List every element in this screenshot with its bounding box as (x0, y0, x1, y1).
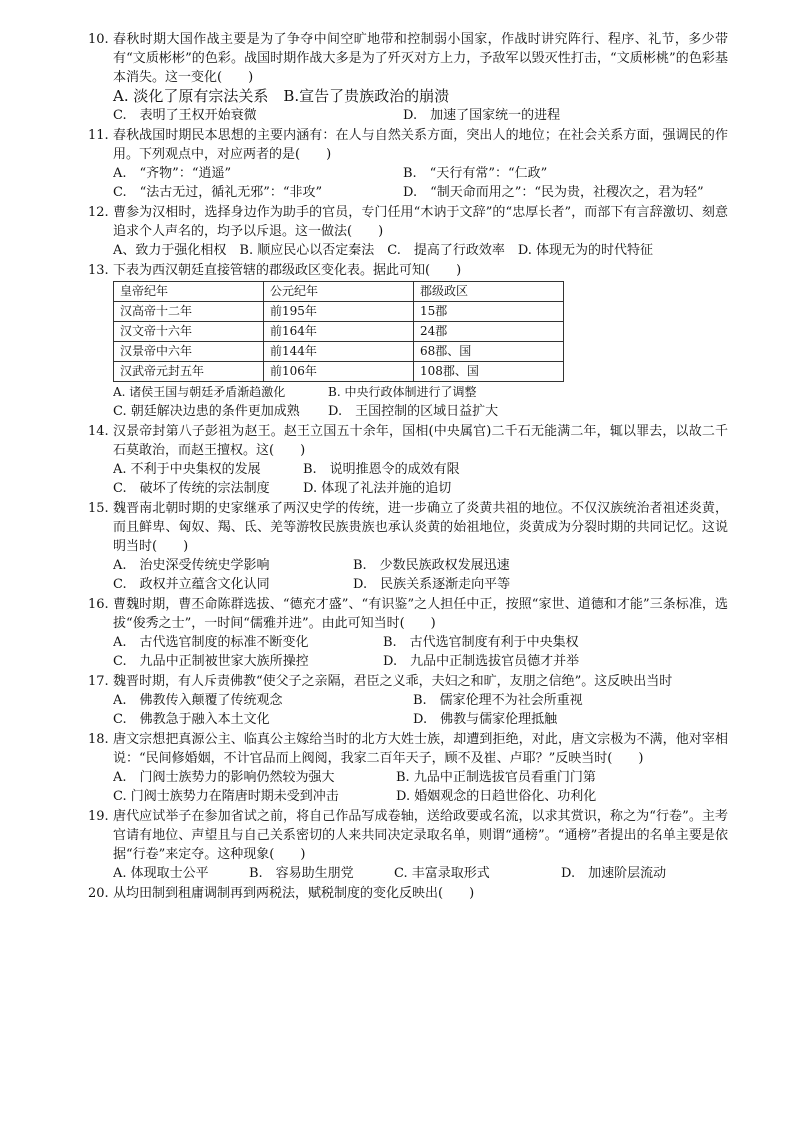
option-d: D. 王国控制的区域日益扩大 (328, 404, 499, 419)
table-cell: 15郡 (414, 302, 564, 322)
table-cell: 前195年 (264, 302, 414, 322)
table-row (114, 362, 564, 382)
question-number: 12. (88, 205, 109, 220)
option-b: B. 中央行政体制进行了调整 (328, 385, 477, 399)
option-a: A. 佛教传入颠覆了传统观念 (113, 693, 283, 708)
question-11 (88, 126, 728, 202)
table-cell: 前144年 (264, 342, 414, 362)
option-b: B. 容易助生朋党 (249, 866, 354, 881)
option-c: C. 表明了王权开始衰微 (113, 108, 257, 123)
table-header: 皇帝纪年 (114, 282, 264, 302)
question-number: 16. (88, 597, 109, 612)
question-stem: 魏晋时期，有人斥责佛教“使父子之亲隔，君臣之义乖，夫妇之和旷，友朋之信绝”。这反映出当时 (113, 674, 673, 689)
option-b: B. 少数民族政权发展迅速 (353, 558, 510, 573)
option-b: B. 九品中正制选拔官员看重门门第 (396, 770, 596, 785)
table-cell: 汉武帝元封五年 (114, 362, 264, 382)
question-number: 18. (88, 732, 109, 747)
question-20 (88, 884, 728, 903)
table-header: 郡级政区 (414, 282, 564, 302)
question-stem: 曹魏时期，曹丕命陈群选拔、“德充才盛”、“有识鉴”之人担任中正，按照“家世、道德和才能”三条标准，选拔“俊秀之士”，一时间“儒雅并进”。由此可知当时( ) (113, 597, 728, 631)
question-15 (88, 499, 728, 594)
table-cell: 108郡、国 (414, 362, 564, 382)
option-c: C. 丰富录取形式 (394, 866, 490, 881)
option-b: B. 古代选官制度有利于中央集权 (383, 635, 579, 650)
table-row (114, 342, 564, 362)
question-number: 15. (88, 501, 109, 516)
option-d: D. 加速阶层流动 (561, 866, 667, 881)
question-13 (88, 261, 728, 421)
options-line: A、致力于强化相权 B. 顺应民心以否定秦法 C. 提高了行政效率 D. 体现无为的时代特征 (113, 243, 654, 258)
option-c: C. “法古无过，循礼无邪”：“非攻” (113, 185, 323, 200)
table-header: 公元纪年 (264, 282, 414, 302)
table-cell: 汉景帝中六年 (114, 342, 264, 362)
option-a: A. 治史深受传统史学影响 (113, 558, 270, 573)
question-number: 13. (88, 263, 109, 278)
question-14 (88, 422, 728, 498)
question-16 (88, 595, 728, 671)
question-number: 14. (88, 424, 109, 439)
table-cell: 68郡、国 (414, 342, 564, 362)
option-a: A. 不利于中央集权的发展 (113, 462, 261, 477)
question-stem: 曹参为汉相时，选择身边作为助手的官员，专门任用“木讷于文辞”的“忠厚长者”，而部下有言辞激切、刻意追求个人声名的，均予以斥退。这一做法( ) (113, 205, 728, 239)
option-c: C. 朝廷解决边患的条件更加成熟 (113, 404, 300, 419)
option-a: A. 诸侯王国与朝廷矛盾渐趋激化 (113, 385, 286, 399)
table-cell: 汉高帝十二年 (114, 302, 264, 322)
option-c: C. 佛教急于融入本土文化 (113, 712, 270, 727)
question-17 (88, 672, 728, 729)
exam-page (88, 30, 728, 904)
options-line: A. 淡化了原有宗法关系 B.宣告了贵族政治的崩溃 (113, 87, 450, 105)
question-number: 19. (88, 809, 109, 824)
option-a: A. 古代选官制度的标准不断变化 (113, 635, 309, 650)
option-d: D. 佛教与儒家伦理抵触 (413, 712, 558, 727)
table-cell: 前164年 (264, 322, 414, 342)
table-cell: 汉文帝十六年 (114, 322, 264, 342)
option-d: D. 体现了礼法并施的追切 (303, 481, 452, 496)
prefecture-table (113, 281, 564, 382)
option-d: D. 九品中正制选拔官员德才并举 (383, 654, 580, 669)
question-stem: 下表为西汉朝廷直接管辖的郡级政区变化表。据此可知( ) (113, 263, 462, 278)
option-d: D. “制天命而用之”：“民为贵，社稷次之，君为轻” (403, 185, 704, 200)
question-number: 11. (88, 128, 109, 143)
question-stem: 汉景帝封第八子彭祖为赵王。赵王立国五十余年，国相(中央属官)二千石无能满二年，辄以罪去，以故二千石莫敢治，而赵王擅权。这( ) (113, 424, 728, 458)
option-c: C. 破坏了传统的宗法制度 (113, 481, 270, 496)
question-19 (88, 807, 728, 883)
question-stem: 春秋时期大国作战主要是为了争夺中间空旷地带和控制弱小国家，作战时讲究阵行、程序、礼节，多少带有“文质彬彬”的色彩。战国时期作战大多是为了歼灭对方上力，予敌军以毁灭性打击，“文质彬桃”的色彩基本消失。这一变化( ) (113, 32, 728, 85)
option-b: B. 儒家伦理不为社会所重视 (413, 693, 583, 708)
question-stem: 唐代应试举子在参加省试之前，将自己作品写成卷轴，送给政要或名流，以求其赏识，称之为“行卷”。主考官请有地位、声望且与自己关系密切的人来共同决定录取名单，则谓“通榜”。“通榜”者提出的名单主要是依据“行卷”来定夺。这种现象( ) (113, 809, 728, 862)
question-number: 20. (88, 886, 109, 901)
table-header-row (114, 282, 564, 302)
option-c: C. 政权并立蕴含文化认同 (113, 577, 270, 592)
option-a: A. 门阀士族势力的影响仍然较为强大 (113, 770, 335, 785)
table-row (114, 322, 564, 342)
question-10 (88, 30, 728, 125)
option-b: B. 说明推恩令的成效有限 (303, 462, 460, 477)
option-a: A. 体现取士公平 (113, 866, 209, 881)
option-c: C. 门阀士族势力在隋唐时期未受到冲击 (113, 789, 339, 804)
table-row (114, 302, 564, 322)
option-d: D. 加速了国家统一的进程 (403, 108, 561, 123)
table-cell: 24郡 (414, 322, 564, 342)
question-stem: 魏晋南北朝时期的史家继承了两汉史学的传统，进一步确立了炎黄共祖的地位。不仅汉族统治者祖述炎黄，而且鲜卑、匈奴、羯、氐、羌等游牧民族贵族也承认炎黄的始祖地位，炎黄成为分裂时期的共同记忆。这说明当时( ) (113, 501, 728, 554)
question-number: 10. (88, 32, 109, 47)
question-stem: 春秋战国时期民本思想的主要内涵有：在人与自然关系方面，突出人的地位；在社会关系方面，强调民的作用。下列观点中，对应两者的是( ) (113, 128, 728, 162)
option-b: B. “天行有常”：“仁政” (403, 166, 548, 181)
question-number: 17. (88, 674, 109, 689)
table-cell: 前106年 (264, 362, 414, 382)
option-d: D. 婚姻观念的日趋世俗化、功利化 (396, 789, 597, 804)
question-12 (88, 203, 728, 260)
question-18 (88, 730, 728, 806)
question-stem: 从均田制到租庸调制再到两税法，赋税制度的变化反映出( ) (113, 886, 475, 901)
option-c: C. 九品中正制被世家大族所操控 (113, 654, 309, 669)
option-a: A. “齐物”：“逍遥” (113, 166, 232, 181)
option-d: D. 民族关系逐渐走向平等 (353, 577, 511, 592)
question-stem: 唐文宗想把真源公主、临真公主嫁给当时的北方大姓士族，却遭到拒绝，对此，唐文宗极为不满，他对宰相说：“民间修婚姻，不计官品而上阀阅，我家二百年天子，顾不及崔、卢耶？”反映当时( ) (113, 732, 728, 766)
